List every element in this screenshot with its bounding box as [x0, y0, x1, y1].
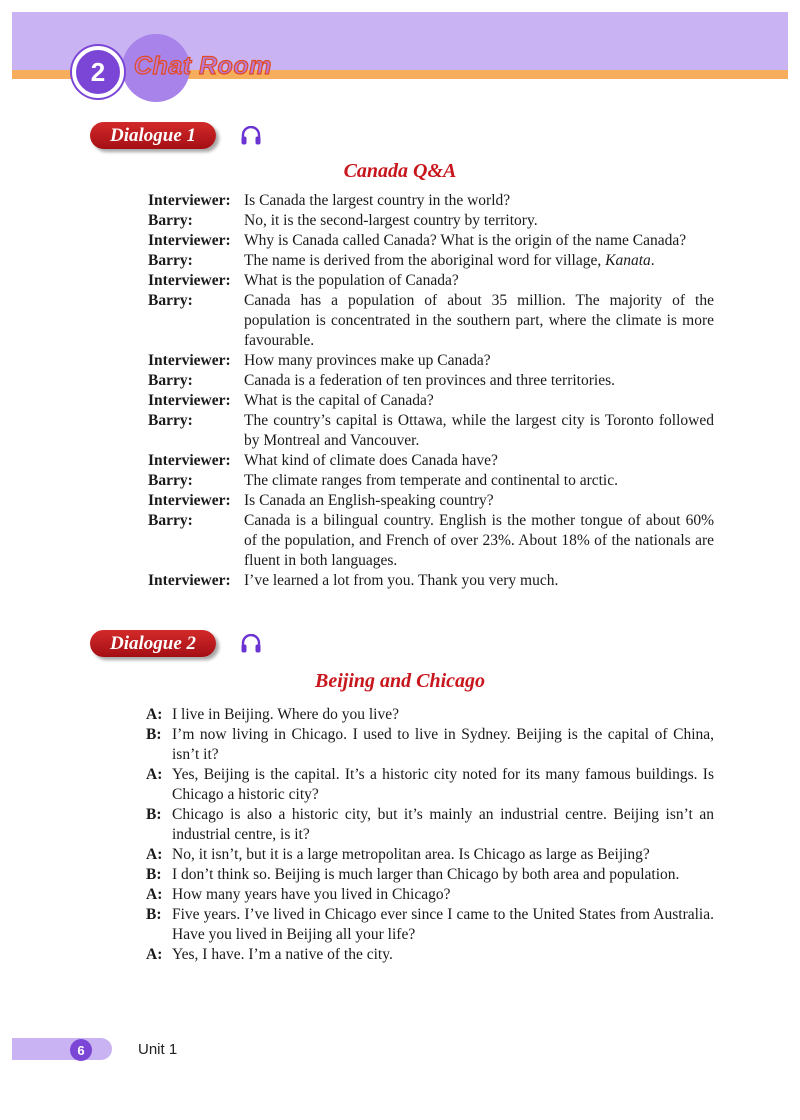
line-text: Five years. I’ve lived in Chicago ever since I came to the United States from Australia. Have you lived in Beijing all your life?	[172, 906, 714, 943]
dialogue-line	[146, 845, 714, 865]
speaker: Interviewer:	[148, 232, 231, 249]
headphones-icon[interactable]	[240, 634, 262, 654]
speaker: Interviewer:	[148, 392, 231, 409]
speaker: Interviewer:	[148, 492, 231, 509]
section-number: 2	[90, 56, 106, 87]
page-number: 6	[77, 1042, 85, 1058]
dialogue-line	[148, 231, 714, 251]
section-title: Chat Room	[134, 52, 272, 80]
dialogue-2-label-text: Dialogue 2	[109, 632, 197, 654]
speaker: B:	[146, 866, 162, 883]
line-text: The climate ranges from temperate and continental to arctic.	[244, 472, 618, 489]
dialogue-line	[146, 905, 714, 945]
line-text: I’m now living in Chicago. I used to live in Sydney. Beijing is the capital of China, isn’t it?	[172, 726, 714, 763]
dialogue-line	[148, 371, 714, 391]
dialogue-line	[148, 211, 714, 231]
speaker: Interviewer:	[148, 452, 231, 469]
line-text: Is Canada an English-speaking country?	[244, 492, 494, 509]
dialogue-line	[148, 351, 714, 371]
line-text: No, it is the second-largest country by territory.	[244, 212, 538, 229]
dialogue-line	[148, 511, 714, 571]
speaker: Barry:	[148, 292, 193, 309]
speaker: A:	[146, 706, 163, 723]
line-text: The country’s capital is Ottawa, while the largest city is Toronto followed by Montreal and Vancouver.	[244, 412, 714, 449]
dialogue-line	[148, 411, 714, 451]
line-text: Yes, I have. I’m a native of the city.	[172, 946, 393, 963]
speaker: Barry:	[148, 412, 193, 429]
headphones-icon[interactable]	[240, 126, 262, 146]
dialogue-1-title: Canada Q&A	[343, 160, 457, 182]
dialogue-line	[146, 885, 714, 905]
dialogue-line	[148, 471, 714, 491]
line-text-part: .	[650, 252, 655, 269]
line-text: How many years have you lived in Chicago?	[172, 886, 451, 903]
line-text: I’ve learned a lot from you. Thank you very much.	[244, 572, 559, 589]
speaker: B:	[146, 806, 162, 823]
dialogue-line	[146, 865, 714, 885]
speaker: A:	[146, 846, 163, 863]
line-text: Canada is a bilingual country. English is the mother tongue of about 60% of the population, and French of over 23%. About 18% of the nationals are fluent in both languages.	[244, 512, 714, 569]
unit-label: Unit 1	[138, 1041, 178, 1058]
line-text: Canada has a population of about 35 million. The majority of the population is concentrated in the southern part, where the climate is more favourable.	[244, 292, 714, 349]
dialogue-line	[146, 705, 714, 725]
dialogue-line	[148, 191, 714, 211]
line-text-italic: Kanata	[605, 252, 651, 269]
dialogue-1-transcript	[148, 191, 714, 591]
dialogue-line	[148, 491, 714, 511]
speaker: B:	[146, 906, 162, 923]
dialogue-line	[148, 451, 714, 471]
speaker: A:	[146, 886, 163, 903]
line-text: I don’t think so. Beijing is much larger than Chicago by both area and population.	[172, 866, 680, 883]
speaker: Interviewer:	[148, 352, 231, 369]
speaker: Barry:	[148, 372, 193, 389]
speaker: Barry:	[148, 212, 193, 229]
dialogue-2-transcript	[146, 705, 714, 965]
dialogue-line	[148, 271, 714, 291]
speaker: B:	[146, 726, 162, 743]
line-text	[244, 251, 714, 271]
dialogue-line	[146, 945, 714, 965]
speaker: Barry:	[148, 512, 193, 529]
line-text-part: The name is derived from the aboriginal word for village,	[244, 252, 606, 269]
line-text: Is Canada the largest country in the world?	[244, 192, 511, 209]
speaker: Interviewer:	[148, 272, 231, 289]
line-text: Yes, Beijing is the capital. It’s a historic city noted for its many famous buildings. Is Chicago a historic city?	[172, 766, 714, 803]
footer-bar	[12, 1038, 112, 1060]
dialogue-1-label-text: Dialogue 1	[109, 124, 197, 146]
page-number-badge	[70, 1039, 92, 1061]
speaker: Barry:	[148, 472, 193, 489]
dialogue-line	[146, 805, 714, 845]
line-text: What is the capital of Canada?	[244, 392, 434, 409]
dialogue-line	[148, 571, 714, 591]
dialogue-line	[146, 765, 714, 805]
section-number-badge	[72, 46, 124, 98]
dialogue-1-label	[90, 122, 216, 149]
line-text: How many provinces make up Canada?	[244, 352, 491, 369]
dialogue-2-title: Beijing and Chicago	[314, 670, 486, 692]
line-text: What is the population of Canada?	[244, 272, 459, 289]
line-text: Canada is a federation of ten provinces and three territories.	[244, 372, 615, 389]
dialogue-line	[148, 391, 714, 411]
dialogue-line	[148, 291, 714, 351]
line-text: I live in Beijing. Where do you live?	[172, 706, 399, 723]
speaker: A:	[146, 766, 163, 783]
speaker: A:	[146, 946, 163, 963]
dialogue-line	[148, 251, 714, 271]
dialogue-2-label	[90, 630, 216, 657]
speaker: Interviewer:	[148, 192, 231, 209]
line-text: What kind of climate does Canada have?	[244, 452, 498, 469]
speaker: Barry:	[148, 252, 193, 269]
line-text: Why is Canada called Canada? What is the origin of the name Canada?	[244, 232, 687, 249]
speaker: Interviewer:	[148, 572, 231, 589]
line-text: Chicago is also a historic city, but it’s mainly an industrial centre. Beijing isn’t an industrial centre, is it?	[172, 806, 714, 843]
dialogue-line	[146, 725, 714, 765]
line-text: No, it isn’t, but it is a large metropolitan area. Is Chicago as large as Beijing?	[172, 846, 650, 863]
